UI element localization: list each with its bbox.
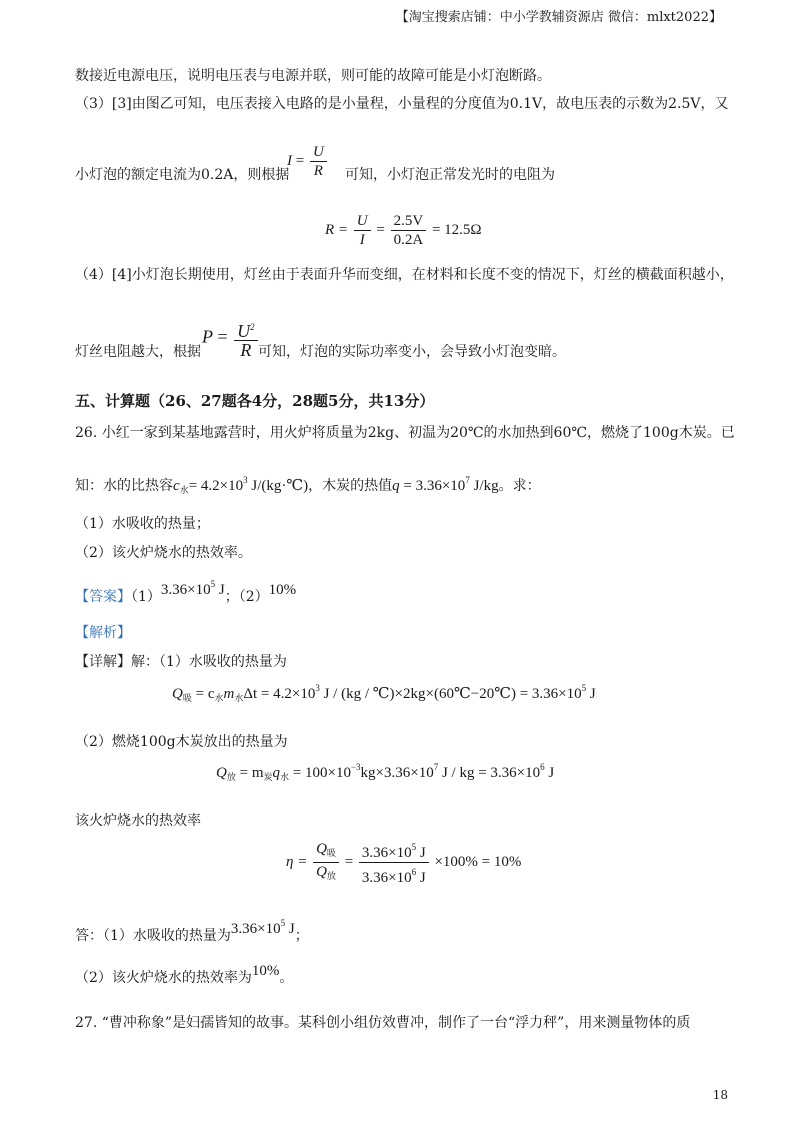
heat-absorbed-formula: $Q_吸 = c_水m_水\Delta t = 4.2\times 10^3$ J / (kg / ℃)×2kg×(60℃−20℃) = $3.36\times 10^5$ J (172, 683, 596, 703)
text-line: 小灯泡的额定电流为0.2A，则根据 (75, 167, 290, 183)
heat-released-formula: $Q_放 = m_炭q_水 = 100\times 10^{-3}kg\times 3.36\times 10^7$ J / kg = $3.36\times 10^6$ J (216, 762, 555, 782)
text-line: 灯丝电阻越大，根据 (75, 344, 201, 360)
final-answer-1: 答：（1）水吸收的热量为$3.36\times 10^5$ J； (75, 918, 309, 944)
analysis-label: 【解析】 (75, 625, 131, 641)
resistance-formula: R = $\frac{U}{I}$ = $\frac{2.5V}{0.2A}$ = 12.5Ω (325, 213, 482, 248)
question-26-part2: （2）该火炉烧水的热效率。 (75, 545, 252, 561)
power-formula: P = $\frac{U^2}{R}$ (202, 318, 260, 359)
final-answer-2: （2）该火炉烧水的热效率为10%。 (75, 963, 294, 986)
shop-header: 【淘宝搜索店铺：中小学教辅资源店 微信：mlxt2022】 (395, 10, 722, 25)
section-title: 五、计算题（26、27题各4分，28题5分，共13分） (75, 392, 435, 410)
text-line: 数接近电源电压，说明电压表与电源并联，则可能的故障可能是小灯泡断路。 (75, 68, 551, 84)
ohm-law-formula: I = $\frac{U}{R}$ (287, 143, 329, 180)
text-line: （3）[3]由图乙可知，电压表接入电路的是小量程，小量程的分度值为0.1V，故电压表的示数为2.5V，又 (75, 96, 729, 112)
text-line: 可知，灯泡的实际功率变小，会导致小灯泡变暗。 (258, 344, 566, 360)
answer-label: 【答案】 (75, 589, 131, 605)
text-line: 可知，小灯泡正常发光时的电阻为 (345, 167, 555, 183)
question-26-line1: 26. 小红一家到某基地露营时，用火炉将质量为2kg、初温为20℃的水加热到60℃，燃烧了100g木炭。已 (75, 425, 735, 441)
page-number: 18 (712, 1088, 728, 1102)
answer-line: 【答案】$(1)3.36\times 10^5$ J；（2）10% (75, 579, 297, 605)
step-3-text: 该火炉烧水的热效率 (75, 813, 201, 829)
step-2-text: （2）燃烧100g木炭放出的热量为 (75, 734, 288, 750)
efficiency-formula: η = $\frac{Q_吸}{Q_放}$ = $\frac{3.36\times 10^5 J}{3.36\times 10^6 J}$ ×100% = 10% (286, 838, 521, 887)
question-27-line1: 27. “曹冲称象”是妇孺皆知的故事。某科创小组仿效曹冲，制作了一台“浮力秤”，用来测量物体的质 (75, 1015, 691, 1031)
question-26-line2: 知：水的比热容$c_水= 4.2\times 10^3$ J/(kg·℃)，木炭的热值$q = 3.36\times 10^7$ J/kg。求： (75, 475, 541, 495)
question-26-part1: （1）水吸收的热量； (75, 516, 210, 532)
text-line: （4）[4]小灯泡长期使用，灯丝由于表面升华而变细，在材料和长度不变的情况下，灯丝的横截面积越小， (75, 267, 734, 283)
detail-line: 【详解】解：（1）水吸收的热量为 (75, 654, 287, 670)
